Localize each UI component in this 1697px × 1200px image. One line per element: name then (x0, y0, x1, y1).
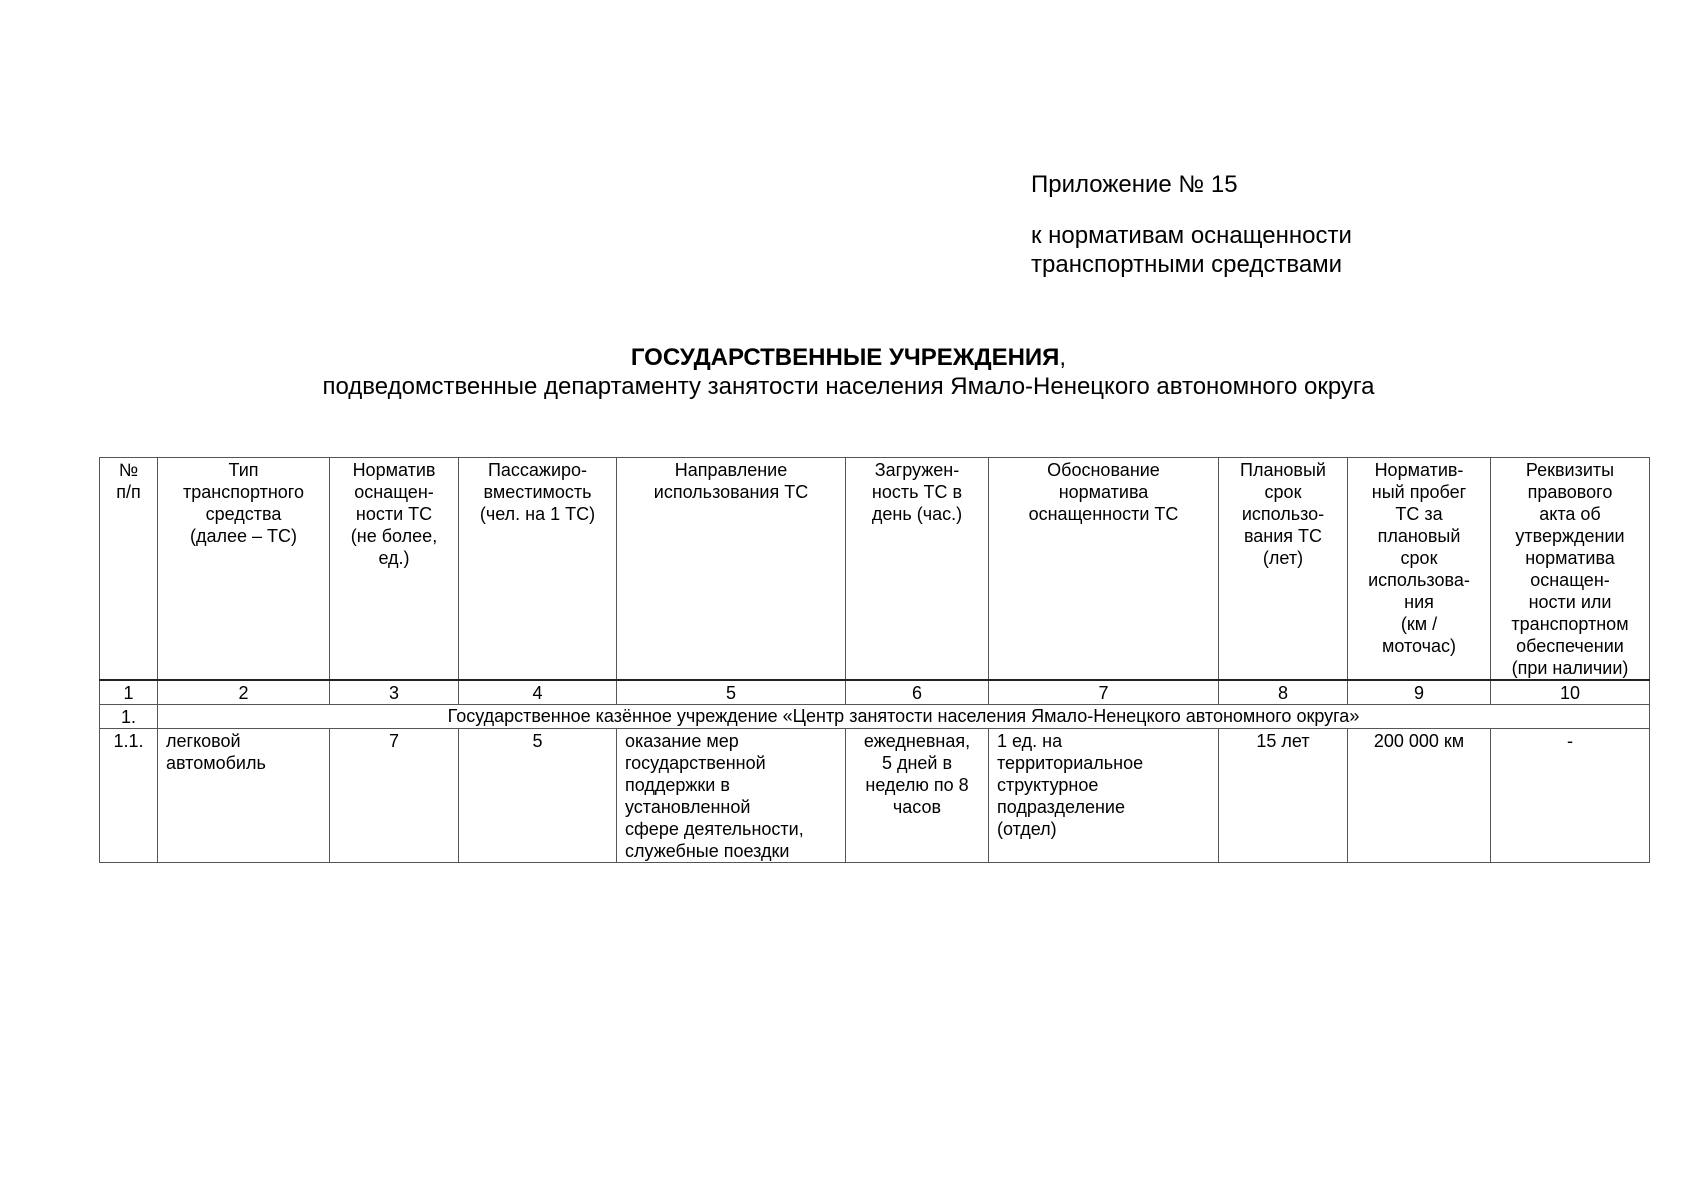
organization-name: Государственное казённое учреждение «Центр занятости населения Ямало-Ненецкого автономного округа» (158, 705, 1650, 729)
cell-text-line: Обоснование (1047, 460, 1160, 480)
header-cell (459, 458, 617, 681)
title-main-suffix: , (1059, 344, 1067, 371)
cell-text-line: (чел. на 1 ТС) (479, 504, 596, 524)
organization-row (100, 705, 1650, 729)
annex-number: Приложение № 15 (1031, 171, 1238, 198)
column-number: 10 (1491, 680, 1650, 705)
cell-text-line: ед.) (378, 548, 410, 568)
cell-text-line: правового (1527, 482, 1613, 502)
cell-text-line: средства (205, 504, 282, 524)
cell-text-line: ности или (1528, 592, 1612, 612)
cell-text-line: Норматив- (1374, 460, 1464, 480)
cell-text-line: территориальное (997, 753, 1144, 773)
cell-text-line: срок (1400, 548, 1438, 568)
cell-text-line: (км / (1400, 614, 1438, 634)
column-number: 7 (989, 680, 1219, 705)
column-number: 6 (846, 680, 989, 705)
vehicle-type (158, 729, 330, 863)
header-cell (846, 458, 989, 681)
cell-text-line: оснащен- (1530, 570, 1610, 590)
usage-term: 15 лет (1219, 729, 1348, 863)
cell-text-line: Тип (228, 460, 259, 480)
cell-text-line: № (118, 460, 139, 480)
cell-text-line: утверждении (1515, 526, 1625, 546)
cell-text-line: государственной (625, 753, 766, 773)
cell-text-line: (не более, (350, 526, 438, 546)
cell-text-line: (при наличии) (1511, 658, 1629, 678)
cell-text-line: ТС за (1395, 504, 1443, 524)
cell-text-line: использования ТС (653, 482, 809, 502)
cell-text-line: Пассажиро- (487, 460, 588, 480)
column-number: 3 (330, 680, 459, 705)
norm-mileage: 200 000 км (1348, 729, 1491, 863)
header-cell (330, 458, 459, 681)
cell-text-line: подразделение (997, 797, 1125, 817)
cell-text-line: неделю по 8 (865, 775, 969, 795)
cell-text-line: норматива (1525, 548, 1615, 568)
header-cell (100, 458, 158, 681)
header-cell (617, 458, 846, 681)
cell-text-line: использова- (1368, 570, 1470, 590)
title-main: ГОСУДАРСТВЕННЫЕ УЧРЕЖДЕНИЯ (630, 344, 1060, 371)
cell-text-line: структурное (997, 775, 1099, 795)
header-cell (1219, 458, 1348, 681)
cell-text-line: акта об (1539, 504, 1601, 524)
column-number-row (100, 680, 1650, 705)
cell-text-line: Загружен- (874, 460, 960, 480)
cell-text-line: Реквизиты (1525, 460, 1615, 480)
cell-text-line: 5 дней в (881, 753, 953, 773)
cell-text-line: транспортном (1511, 614, 1629, 634)
cell-text-line: моточас) (1381, 636, 1457, 656)
cell-text-line: часов (892, 797, 942, 817)
organization-number: 1. (100, 705, 158, 729)
cell-text-line: вания ТС (1243, 526, 1323, 546)
annex-description-line-1: к нормативам оснащенности (1031, 222, 1352, 249)
annex-reference (1031, 170, 1352, 279)
cell-text-line: (лет) (1262, 548, 1304, 568)
cell-text-line: сфере деятельности, (625, 819, 804, 839)
column-number: 9 (1348, 680, 1491, 705)
legal-act: - (1491, 729, 1650, 863)
column-number: 8 (1219, 680, 1348, 705)
cell-text-line: оснащен- (354, 482, 434, 502)
capacity-value: 5 (459, 729, 617, 863)
row-number: 1.1. (100, 729, 158, 863)
cell-text-line: оказание мер (625, 731, 739, 751)
column-number: 5 (617, 680, 846, 705)
norm-value: 7 (330, 729, 459, 863)
header-cell (1491, 458, 1650, 681)
norms-table (99, 457, 1650, 863)
column-number: 1 (100, 680, 158, 705)
cell-text-line: (отдел) (997, 819, 1057, 839)
header-cell (158, 458, 330, 681)
cell-text-line: 1 ед. на (997, 731, 1063, 751)
cell-text-line: транспортного (183, 482, 304, 502)
cell-text-line: вместимость (483, 482, 592, 502)
document-title (0, 343, 1697, 401)
cell-text-line: оснащенности ТС (1028, 504, 1179, 524)
column-number: 2 (158, 680, 330, 705)
cell-text-line: ный пробег (1371, 482, 1467, 502)
daily-load (846, 729, 989, 863)
cell-text-line: (далее – ТС) (189, 526, 298, 546)
cell-text-line: норматива (1058, 482, 1149, 502)
cell-text-line: день (час.) (871, 504, 963, 524)
cell-text-line: Норматив (352, 460, 436, 480)
column-number: 4 (459, 680, 617, 705)
cell-text-line: автомобиль (166, 753, 266, 773)
cell-text-line: использо- (1241, 504, 1325, 524)
cell-text-line: легковой (166, 731, 241, 751)
norm-justification (989, 729, 1219, 863)
cell-text-line: ния (1404, 592, 1434, 612)
cell-text-line: обеспечении (1516, 636, 1624, 656)
usage-direction (617, 729, 846, 863)
cell-text-line: установленной (625, 797, 751, 817)
annex-description-line-2: транспортными средствами (1031, 251, 1343, 278)
cell-text-line: Плановый (1240, 460, 1326, 480)
cell-text-line: ности ТС (355, 504, 433, 524)
cell-text-line: ежедневная, (863, 731, 971, 751)
title-subtitle: подведомственные департаменту занятости населения Ямало-Ненецкого автономного округа (322, 373, 1375, 400)
table-header-row (100, 458, 1650, 681)
header-cell (1348, 458, 1491, 681)
header-cell (989, 458, 1219, 681)
cell-text-line: Направление (674, 460, 788, 480)
cell-text-line: поддержки в (625, 775, 730, 795)
cell-text-line: служебные поездки (625, 841, 790, 861)
cell-text-line: ность ТС в (871, 482, 963, 502)
cell-text-line: плановый (1377, 526, 1461, 546)
cell-text-line: п/п (116, 482, 141, 502)
table-row (100, 729, 1650, 863)
cell-text-line: срок (1264, 482, 1302, 502)
